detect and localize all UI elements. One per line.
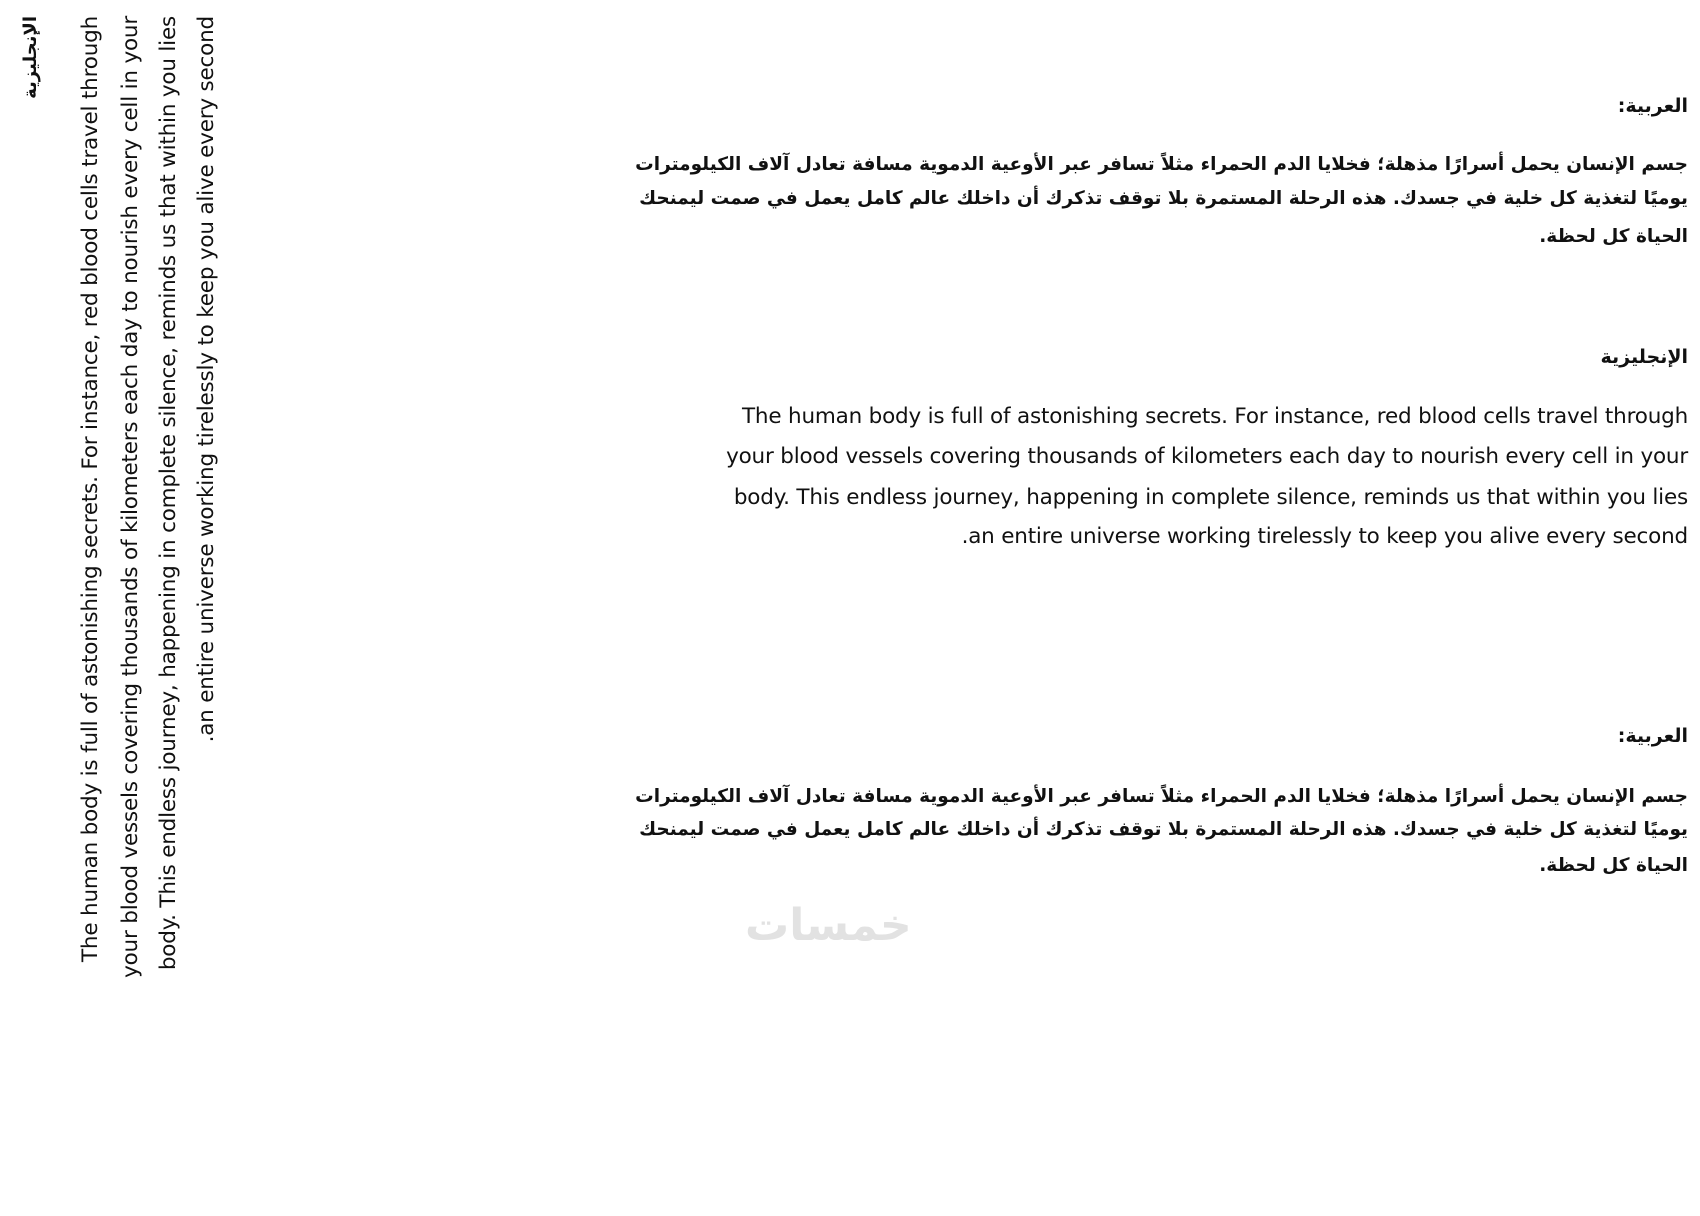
english-line: .an entire universe working tirelessly to keep you alive every second bbox=[961, 524, 1688, 549]
english-line: The human body is full of astonishing secrets. For instance, red blood cells travel through bbox=[742, 404, 1688, 429]
watermark-logo: خمسات bbox=[745, 900, 912, 951]
rotated-line: body. This endless journey, happening in complete silence, reminds us that within you lies bbox=[156, 16, 181, 971]
arabic-line: جسم الإنسان يحمل أسرارًا مذهلة؛ فخلايا الدم الحمراء مثلاً تسافر عبر الأوعية الدموية مسافة تعادل آلاف الكيلومترات bbox=[635, 786, 1688, 807]
rotated-heading: الإنجليزية bbox=[20, 16, 41, 99]
arabic-line: يوميًا لتغذية كل خلية في جسدك. هذه الرحلة المستمرة بلا توقف تذكرك أن داخلك عالم كامل يعمل في صمت ليمنحك bbox=[639, 188, 1688, 209]
rotated-line: The human body is full of astonishing secrets. For instance, red blood cells travel through bbox=[78, 16, 103, 962]
english-heading: الإنجليزية bbox=[1600, 346, 1688, 368]
arabic-line: الحياة كل لحظة. bbox=[1539, 855, 1688, 876]
rotated-line: .an entire universe working tirelessly to keep you alive every second bbox=[194, 16, 219, 743]
arabic-line: الحياة كل لحظة. bbox=[1539, 226, 1688, 247]
arabic-line: جسم الإنسان يحمل أسرارًا مذهلة؛ فخلايا الدم الحمراء مثلاً تسافر عبر الأوعية الدموية مسافة تعادل آلاف الكيلومترات bbox=[635, 154, 1688, 175]
arabic-heading: العربية: bbox=[1617, 725, 1688, 747]
arabic-heading: العربية: bbox=[1617, 95, 1688, 117]
rotated-line: your blood vessels covering thousands of kilometers each day to nourish every cell in your bbox=[118, 16, 143, 978]
english-line: your blood vessels covering thousands of kilometers each day to nourish every cell in your bbox=[726, 444, 1688, 469]
english-line: body. This endless journey, happening in complete silence, reminds us that within you lies bbox=[733, 485, 1688, 510]
arabic-line: يوميًا لتغذية كل خلية في جسدك. هذه الرحلة المستمرة بلا توقف تذكرك أن داخلك عالم كامل يعمل في صمت ليمنحك bbox=[639, 819, 1688, 840]
